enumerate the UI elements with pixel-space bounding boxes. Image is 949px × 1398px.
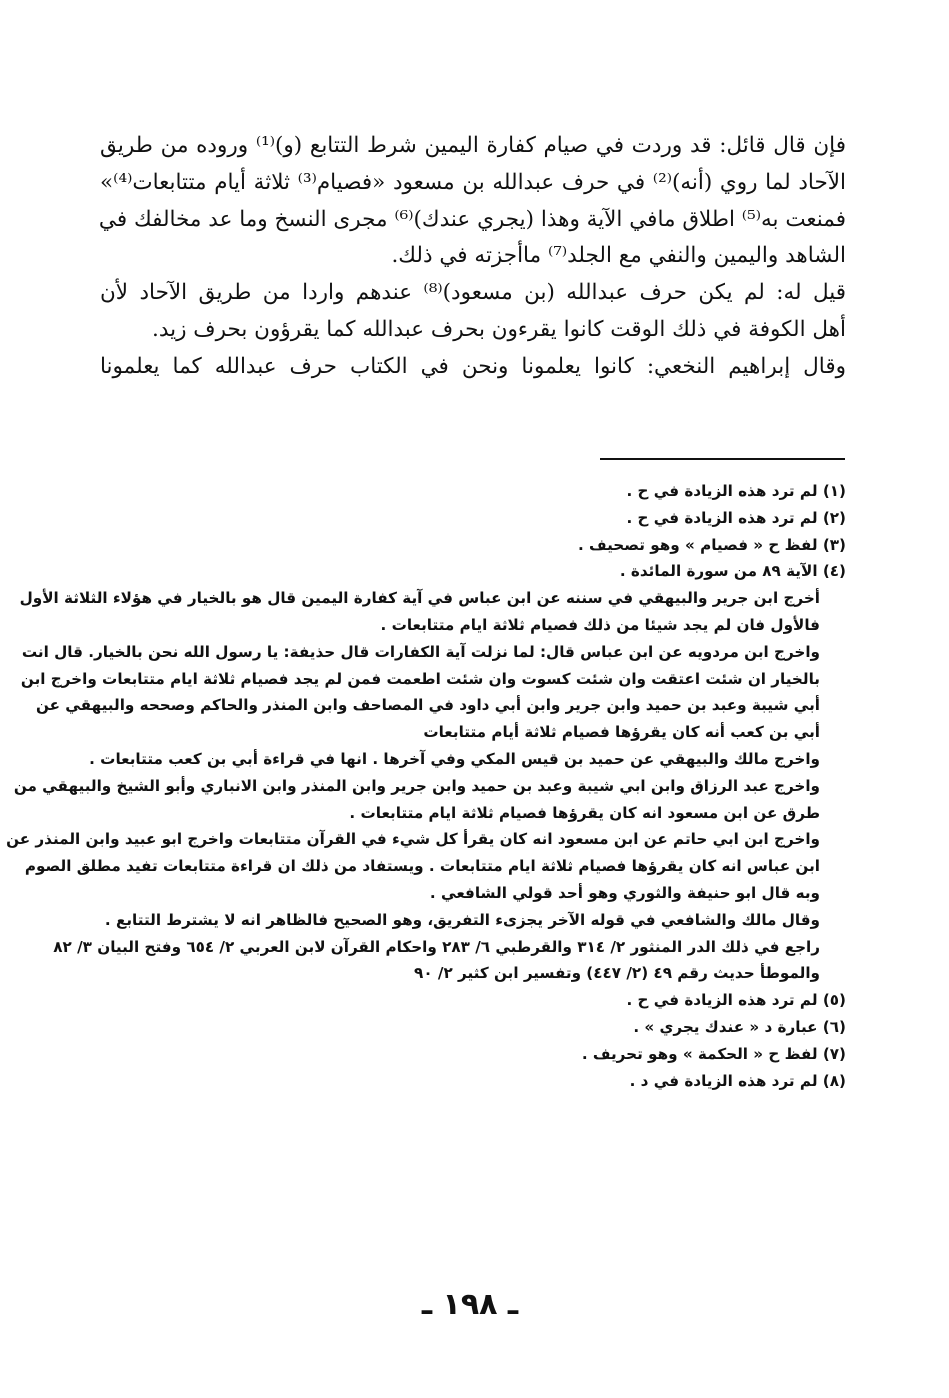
footnote-line: (٧) لفظ ح « الحكمة » وهو تحريف . bbox=[581, 1044, 846, 1063]
footnote-line: (٥) لم ترد هذه الزيادة في ح . bbox=[626, 991, 846, 1010]
footnote-line: أخرج ابن جرير والبيهقي في سننه عن ابن عباس في آية كفارة اليمين قال هو بالخيار في هؤلاء الثلاثة الأول bbox=[19, 589, 820, 608]
footnote-line: (٤) الآية ٨٩ من سورة المائدة . bbox=[619, 562, 846, 581]
footnote-line: (٢) لم ترد هذه الزيادة في ح . bbox=[626, 508, 846, 527]
main-text-line: فإن قال قائل: قد وردت في صيام كفارة اليمين شرط التتابع (و)⁽¹⁾ وروده من طريق bbox=[100, 133, 847, 158]
footnote-line: أبي بن كعب أنه كان يقرؤها فصيام ثلاثة أيام متتابعات bbox=[423, 723, 820, 742]
footnote-line: بالخيار ان شئت اعتقت وان شئت كسوت وان شئت اطعمت فمن لم يجد فصيام ثلاثة ايام متتابعات واخرج ابن bbox=[20, 669, 820, 688]
footnote-line: طرق عن ابن مسعود انه كان يقرؤها فصيام ثلاثة ايام متتابعات . bbox=[349, 803, 820, 822]
footnote-line: واخرج ابن ابي حاتم عن ابن مسعود انه كان يقرأ كل شيء في القرآن متتابعات واخرج ابو عبيد وابن المنذر عن bbox=[6, 830, 820, 849]
footnote-divider bbox=[600, 458, 845, 460]
footnote-line: والموطأ حديث رقم ٤٩ (٢/ ٤٤٧) وتفسير ابن كثير ٢/ ٩٠ bbox=[414, 964, 820, 983]
main-text-line: الشاهد واليمين والنفي مع الجلد⁽⁷⁾ ماأجزته في ذلك. bbox=[391, 243, 846, 269]
footnote-line: (٨) لم ترد هذه الزيادة في د . bbox=[629, 1071, 846, 1090]
footnote-line: وقال مالك والشافعي في قوله الآخر يجزىء التفريق، وهو الصحيح فالظاهر انه لا يشترط التتابع . bbox=[104, 910, 820, 929]
footnote-line: فالأول فان لم يجد شيئا من ذلك فصيام ثلاثة ايام متتابعات . bbox=[380, 615, 820, 634]
footnote-line: وبه قال ابو حنيفة والثوري وهو أحد قولي الشافعي . bbox=[429, 883, 820, 902]
main-text-line: أهل الكوفة في ذلك الوقت كانوا يقرءون بحرف عبدالله كما يقرؤون بحرف زيد. bbox=[151, 316, 846, 342]
footnote-line: (٦) عبارة د « عندك يجري » . bbox=[633, 1017, 846, 1036]
footnote-line: واخرج مالك والبيهقي عن حميد بن قيس المكي وفي آخرها . انها في قراءة أبي بن كعب متتابعات . bbox=[89, 749, 820, 768]
footnote-line: ابن عباس انه كان يقرؤها فصيام ثلاثة ايام متتابعات . ويستفاد من ذلك ان قراءة متتابعات تفيد مطلق الصوم bbox=[24, 857, 820, 876]
footnote-line: أبي شيبة وعبد بن حميد وابن جرير وابن أبي داود في المصاحف وابن المنذر والحاكم وصححه والبيهقي عن bbox=[35, 696, 820, 715]
footnote-line: (٣) لفظ ح « فصيام » وهو تصحيف . bbox=[577, 535, 846, 554]
main-text-block bbox=[100, 128, 846, 386]
footnote-line: واخرج ابن مردويه عن ابن عباس قال: لما نزلت آية الكفارات قال حذيفة: يا رسول الله نحن بالخيار. قال انت bbox=[21, 642, 820, 661]
main-text-line: الآحاد لما روي (أنه)⁽²⁾ في حرف عبدالله بن مسعود «فصيام⁽³⁾ ثلاثة أيام متتابعات⁽⁴⁾» bbox=[100, 169, 846, 195]
footnotes-block bbox=[6, 478, 846, 1094]
page-number: ـ ١٩٨ ـ bbox=[421, 1287, 519, 1322]
main-text-line: قيل له: لم يكن حرف عبدالله (بن مسعود)⁽⁸⁾ عندهم واردا من طريق الآحاد لأن bbox=[100, 280, 846, 306]
main-text-line: فمنعت به⁽⁵⁾ اطلاق مافي الآية وهذا (يجري عندك)⁽⁶⁾ مجرى النسخ وما عد مخالفك في bbox=[98, 206, 846, 232]
footnote-line: راجع في ذلك الدر المنثور ٢/ ٣١٤ والقرطبي ٦/ ٢٨٣ واحكام القرآن لابن العربي ٢/ ٦٥٤ وفتح البيان ٣/ ٨٢ bbox=[53, 937, 820, 956]
main-text-line: وقال إبراهيم النخعي: كانوا يعلمونا ونحن في الكتاب حرف عبدالله كما يعلمونا bbox=[100, 353, 846, 379]
footnote-line: (١) لم ترد هذه الزيادة في ح . bbox=[626, 482, 846, 500]
footnote-line: واخرج عبد الرزاق وابن ابي شيبة وعبد بن حميد وابن جرير وابن المنذر وابن الانباري وأبو الشيخ والبيهقي من bbox=[13, 776, 820, 795]
